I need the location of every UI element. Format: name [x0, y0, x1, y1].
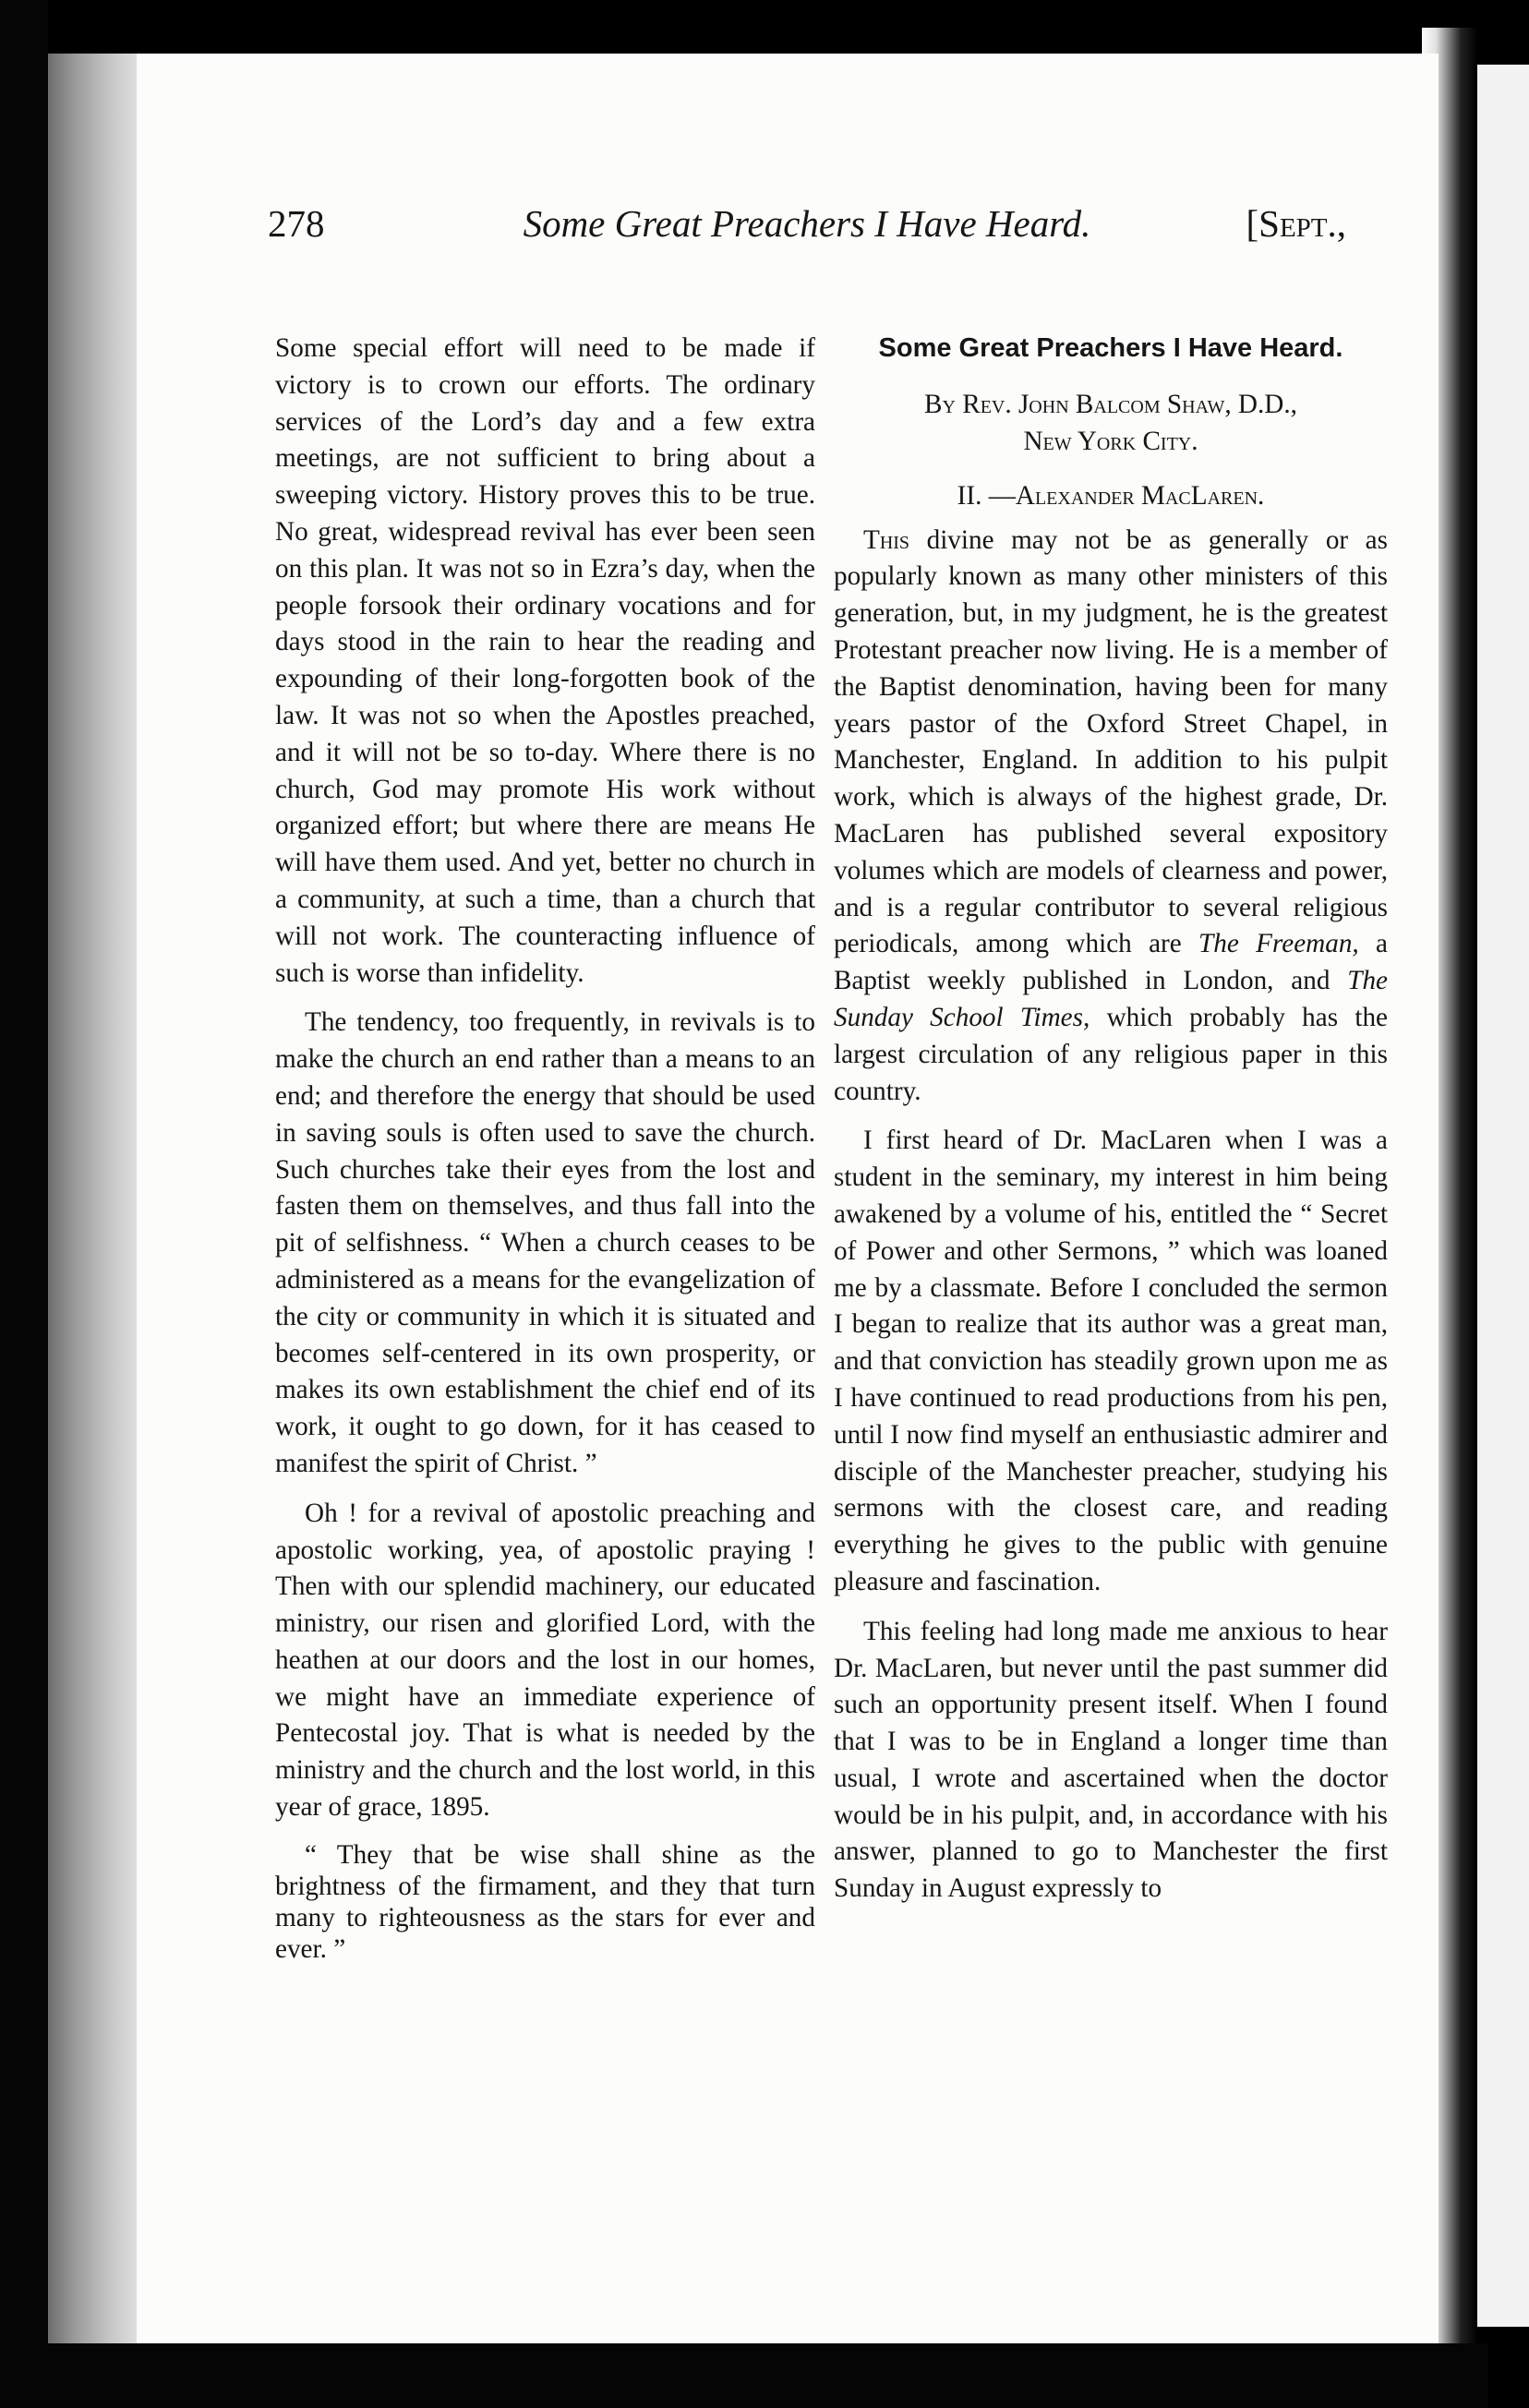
- scripture-quote: “ They that be wise shall shine as the brightness of the firmament, and they that turn many to righteousness as the stars for ever and ever. ”: [275, 1839, 815, 1964]
- periodical-title: The Sunday School Times,: [834, 966, 1388, 1032]
- article-title: Some Great Preachers I Have Heard.: [878, 333, 1343, 363]
- paragraph: [834, 523, 1388, 1111]
- lead-word: This: [863, 524, 910, 555]
- section-heading: II. —Alexander MacLaren.: [957, 480, 1265, 511]
- paragraph: Some special effort will need to be made if victory is to crown our efforts. The ordinary services of the Lord’s day and a few extra meetings, are not sufficient to bring about a sweeping victory. History proves this to be true. No great, widespread revival has ever been seen on this plan. It was not so in Ezra’s day, when the people forsook their ordinary vocations and for days stood in the rain to hear the reading and expounding of their long-forgotten book of the law. It was not so when the Apostles preached, and it will not be so to-day. Where there is no church, God may promote His work without organized effort; but where there are means He will have them used. And yet, better no church in a community, at such a time, than a church that will not work. The counteracting influence of such is worse than infidelity.: [275, 333, 815, 988]
- text-run: a Baptist weekly published in London, and: [834, 929, 1388, 996]
- text-run: divine may not be as generally or as popularly known as many other ministers of this generation, but, in my judgment, he is the greatest Protestant preacher now living. He is a member of the Baptist denomination, having been for many years pastor of the Oxford Street Chapel, in Manchester, England. In addition to his pulpit work, which is always of the highest grade, Dr. MacLaren has published several expository volumes which are models of clearness and power, and is a regular contributor to several religious periodicals, among which are: [834, 524, 1388, 959]
- byline-author: By Rev. John Balcom Shaw, D.D.,: [924, 389, 1297, 419]
- paragraph: The tendency, too frequently, in revivals is to make the church an end rather than a means to an end; and therefore the energy that should be used in saving souls is often used to save the church. Such churches take their eyes from the lost and fasten them on themselves, and thus fall into the pit of selfishness. “ When a church ceases to be administered as a means for the evangelization of the city or community in which it is situated and becomes self-centered in its own prosperity, or makes its own establishment the chief end of its work, it ought to go down, for it has ceased to manifest the spirit of Christ. ”: [275, 1007, 815, 1478]
- left-column: [275, 331, 815, 1978]
- scan-bottom-edge: [48, 2343, 1488, 2408]
- next-page-edge: [1477, 65, 1529, 2327]
- byline-location: New York City.: [1023, 426, 1198, 456]
- running-title: Some Great Preachers I Have Heard.: [523, 202, 1091, 245]
- paragraph: This feeling had long made me anxious to hear Dr. MacLaren, but never until the past summer did such an opportunity present itself. When I found that I was to be in England a longer time than usual, I wrote and ascertained when the doctor would be in his pulpit, and, in accordance with his answer, planned to go to Manchester the first Sunday in August expressly to: [834, 1616, 1388, 1904]
- page-header: [268, 201, 1346, 266]
- byline: [834, 386, 1388, 460]
- paragraph: Oh ! for a revival of apostolic preaching and apostolic working, yea, of apostolic praying ! Then with our splendid machinery, our educated ministry, our risen and glorified Lord, with the heathen at our doors and the lost in our homes, we might have an immediate experience of Pentecostal joy. That is what is needed by the ministry and the church and the lost world, in this year of grace, 1895.: [275, 1498, 815, 1823]
- right-column: [834, 331, 1388, 1920]
- section-marker: [Sept.,: [1246, 202, 1346, 245]
- periodical-title: The Freeman,: [1198, 929, 1359, 959]
- paragraph: I first heard of Dr. MacLaren when I was a student in the seminary, my interest in him being awakened by a volume of his, entitled the “ Secret of Power and other Sermons, ” which was loaned me by a classmate. Before I concluded the sermon I began to realize that its author was a great man, and that conviction has steadily grown upon me as I have continued to read productions from his pen, until I now find myself an enthusiastic admirer and disciple of the Manchester preacher, studying his sermons with the closest care, and reading everything he gives to the public with genuine pleasure and fascination.: [834, 1126, 1388, 1596]
- text-run: which probably has the largest circulation of any religious paper in this country.: [834, 1002, 1388, 1106]
- scan-left-edge: [0, 0, 48, 2408]
- page-number: 278: [268, 202, 325, 245]
- book-page: [137, 54, 1439, 2343]
- book-spine: [48, 54, 137, 2343]
